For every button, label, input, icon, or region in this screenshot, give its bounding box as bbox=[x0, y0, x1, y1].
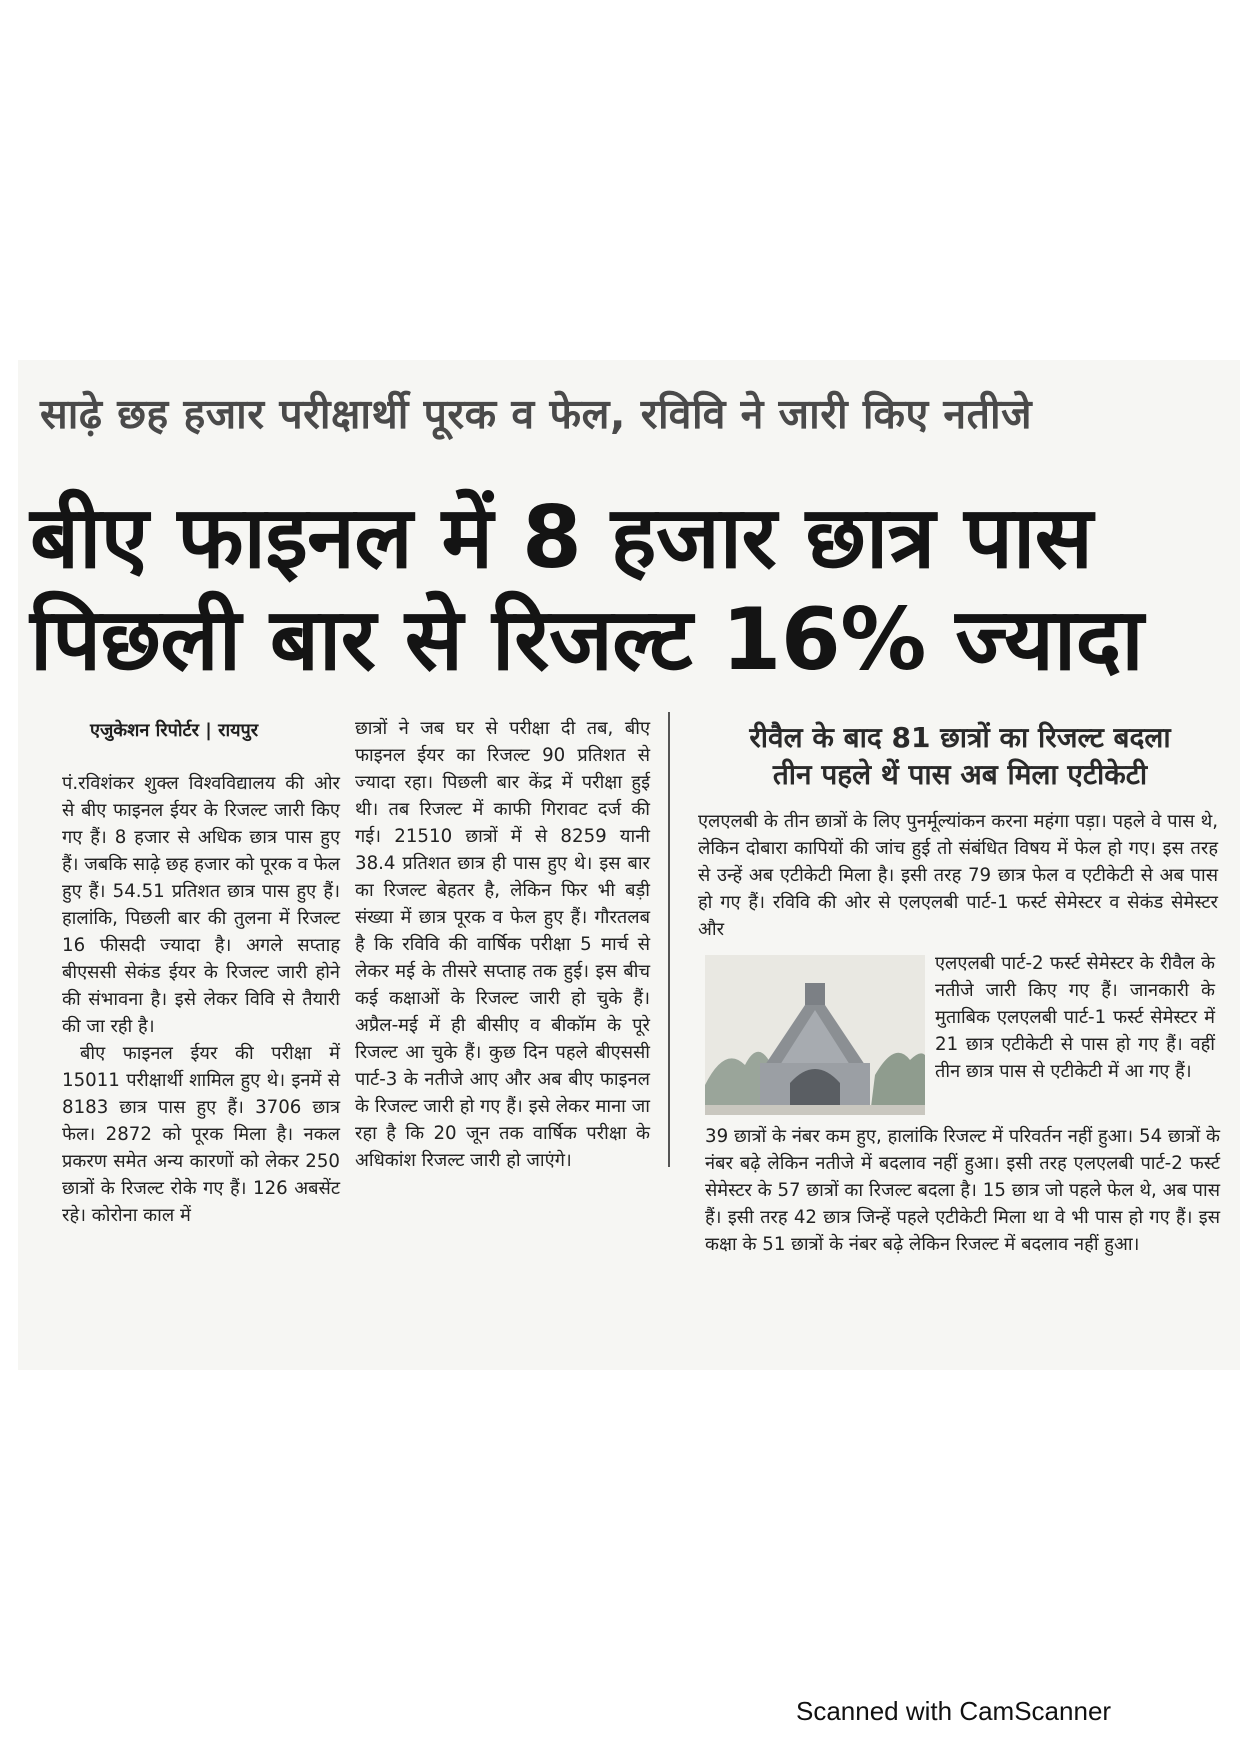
column-divider bbox=[668, 712, 670, 1167]
sidebar-paragraph-1: एलएलबी के तीन छात्रों के लिए पुनर्मूल्यांकन करना महंगा पड़ा। पहले वे पास थे, लेकिन दोबारा कापियों की जांच हुई तो संबंधित विषय में फेल हो गए। इस तरह से उन्हें अब एटीकेटी मिला है। इसी तरह 79 छात्र फेल व एटीकेटी से अब पास हो गए हैं। रविवि की ओर से एलएलबी पार्ट-1 फर्स्ट सेमेस्टर व सेकंड सेमेस्टर और bbox=[698, 811, 1218, 940]
column-1-paragraph-1: पं.रविशंकर शुक्ल विश्वविद्यालय की ओर से बीए फाइनल ईयर के रिजल्ट जारी किए गए हैं। 8 हजार से अधिक छात्र पास हुए हैं। जबकि साढ़े छह हजार को पूरक व फेल हुए हैं। 54.51 प्रतिशत छात्र पास हुए हैं। हालांकि, पिछली बार की तुलना में रिजल्ट 16 फीसदी ज्यादा है। अगले सप्ताह बीएससी सेकंड ईयर के रिजल्ट जारी होने की संभावना है। इसे लेकर विवि से तैयारी की जा रही है। bbox=[62, 773, 340, 1037]
article-column-2 bbox=[355, 715, 650, 1174]
column-2-paragraph: छात्रों ने जब घर से परीक्षा दी तब, बीए फाइनल ईयर का रिजल्ट 90 प्रतिशत से ज्यादा रहा। पिछली बार केंद्र में परीक्षा हुई थी। तब रिजल्ट में काफी गिरावट दर्ज की गई। 21510 छात्रों में से 8259 यानी 38.4 प्रतिशत छात्र ही पास हुए थे। इस बार का रिजल्ट बेहतर है, लेकिन फिर भी बड़ी संख्या में छात्र पूरक व फेल हुए हैं। गौरतलब है कि रविवि की वार्षिक परीक्षा 5 मार्च से लेकर मई के तीसरे सप्ताह तक हुई। इस बीच कई कक्षाओं के रिजल्ट जारी हो चुके हैं। अप्रैल-मई में ही बीसीए व बीकॉम के पूरे रिजल्ट आ चुके हैं। कुछ दिन पहले बीएससी पार्ट-3 के नतीजे आए और अब बीए फाइनल के रिजल्ट जारी हो गए हैं। इसे लेकर माना जा रहा है कि 20 जून तक वार्षिक परीक्षा के अधिकांश रिजल्ट जारी हो जाएंगे। bbox=[355, 718, 650, 1171]
scanner-watermark: Scanned with CamScanner bbox=[796, 1696, 1112, 1726]
main-headline-line-1: बीए फाइनल में 8 हजार छात्र पास bbox=[30, 488, 1093, 588]
sidebar-headline-2: तीन पहले थें पास अब मिला एटीकेटी bbox=[772, 758, 1148, 791]
kicker-headline: साढ़े छह हजार परीक्षार्थी पूरक व फेल, रविवि ने जारी किए नतीजे bbox=[40, 390, 1033, 438]
column-1-paragraph-2: बीए फाइनल ईयर की परीक्षा में 15011 परीक्षार्थी शामिल हुए थे। इनमें से 8183 छात्र पास हुए हैं। 3706 छात्र फेल। 2872 को पूरक मिला है। नकल प्रकरण समेत अन्य कारणों को लेकर 250 छात्रों के रिजल्ट रोके गए हैं। 126 अबसेंट रहे। कोरोना काल में bbox=[62, 1043, 340, 1226]
sidebar-paragraph-2: एलएलबी पार्ट-2 फर्स्ट सेमेस्टर के रीवैल के नतीजे जारी किए गए हैं। जानकारी के मुताबिक एलएलबी पार्ट-1 फर्स्ट सेमेस्टर में 21 छात्र एटीकेटी से पास हो गए हैं। वहीं तीन छात्र पास से एटीकेटी में आ गए हैं। bbox=[935, 953, 1215, 1082]
sidebar-headline-1: रीवैल के बाद 81 छात्रों का रिजल्ट बदला bbox=[749, 721, 1171, 754]
byline: एजुकेशन रिपोर्टर | रायपुर bbox=[90, 720, 259, 741]
article-column-1 bbox=[62, 770, 340, 1229]
main-headline-line-2: पिछली बार से रिजल्ट 16% ज्यादा bbox=[30, 590, 1144, 690]
university-building-photo bbox=[705, 955, 925, 1115]
sidebar-paragraph-3: 39 छात्रों के नंबर कम हुए, हालांकि रिजल्ट में परिवर्तन नहीं हुआ। 54 छात्रों के नंबर बढ़े लेकिन नतीजे में बदलाव नहीं हुआ। इसी तरह एलएलबी पार्ट-2 फर्स्ट सेमेस्टर के 57 छात्रों का रिजल्ट बदला है। 15 छात्र जो पहले फेल थे, अब पास हैं। इसी तरह 42 छात्र जिन्हें पहले एटीकेटी मिला था वे भी पास हो गए हैं। इस कक्षा के 51 छात्रों के नंबर बढ़े लेकिन रिजल्ट में बदलाव नहीं हुआ। bbox=[705, 1126, 1220, 1255]
university-gate-illustration bbox=[705, 955, 925, 1115]
